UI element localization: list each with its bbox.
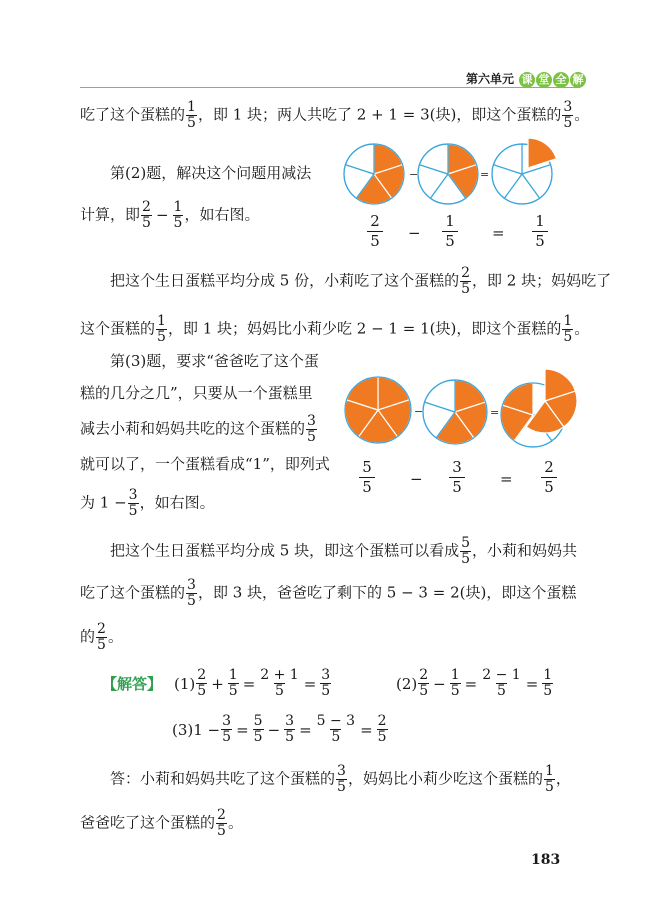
fraction: $\frac{5}{5}$ bbox=[461, 535, 471, 567]
fraction: $\frac{2}{5}$ bbox=[461, 265, 471, 297]
diagram-operator: = bbox=[490, 406, 500, 419]
q2-line2: 计算，即 $\frac{2}{5}$ − $\frac{1}{5}$ ，如右图。 bbox=[80, 199, 260, 231]
badge-char: 全 bbox=[553, 72, 569, 88]
fraction: $\frac{2}{5}$ bbox=[142, 199, 151, 231]
badge-char: 课 bbox=[519, 72, 535, 88]
paragraph-2-line1: 把这个生日蛋糕平均分成 5 份，小莉吃了这个蛋糕的 $\frac{2}{5}$ ，即 2 块；妈妈吃了 bbox=[110, 265, 612, 297]
q3-line4: 就可以了，一个蛋糕看成“1”，即列式 bbox=[80, 455, 330, 473]
answer-line2: (2) $\frac{2}{5}$ − $\frac{1}{5}$ = $\frac{2 - 1}{5}$ = $\frac{1}{5}$ bbox=[396, 667, 553, 699]
q2-frac-1: 2 5 bbox=[367, 212, 383, 251]
diagram-operator: − bbox=[409, 168, 419, 181]
q3-frac-3: 2 5 bbox=[541, 458, 557, 497]
q2-line1: 第(2)题，解决这个问题用减法 bbox=[110, 164, 312, 182]
answer-line1: 【解答】 (1) $\frac{2}{5}$ + $\frac{1}{5}$ = $\frac{2 + 1}{5}$ = $\frac{3}{5}$ bbox=[102, 667, 331, 699]
badge-char: 堂 bbox=[536, 72, 552, 88]
q3-frac-1: 5 5 bbox=[359, 458, 375, 497]
paragraph-3-line1: 把这个生日蛋糕平均分成 5 块，即这个蛋糕可以看成 $\frac{5}{5}$ ，小莉和妈妈共 bbox=[110, 535, 578, 567]
unit-label: 第六单元 bbox=[466, 71, 515, 86]
q3-op-minus: − bbox=[410, 470, 423, 488]
fraction: $\frac{3}{5}$ bbox=[307, 413, 316, 445]
q3-pie-diagram bbox=[340, 365, 585, 460]
fraction: $\frac{1}{5}$ bbox=[187, 99, 196, 131]
paragraph-3-line2: 吃了这个蛋糕的 $\frac{3}{5}$ ，即 3 块，爸爸吃了剩下的 5 − 3 = 2(块)，即这个蛋糕 bbox=[80, 577, 577, 609]
q3-frac-2: 3 5 bbox=[449, 458, 465, 497]
conclusion-line2: 爸爸吃了这个蛋糕的 $\frac{2}{5}$ 。 bbox=[80, 807, 243, 839]
conclusion-line1: 答：小莉和妈妈共吃了这个蛋糕的 $\frac{3}{5}$ ，妈妈比小莉少吃这个蛋糕的 $\frac{1}{5}$ ， bbox=[110, 763, 571, 795]
fraction: $\frac{1}{5}$ bbox=[563, 313, 573, 345]
q3-op-equals: = bbox=[500, 470, 513, 488]
fraction: $\frac{3}{5}$ bbox=[563, 99, 573, 131]
header-rule bbox=[80, 87, 580, 88]
q2-pie-diagram bbox=[340, 138, 580, 218]
pie-slice-filled bbox=[528, 138, 557, 168]
text: 吃了这个蛋糕的 bbox=[80, 105, 186, 124]
section-badge bbox=[518, 68, 586, 88]
q2-frac-3: 1 5 bbox=[532, 212, 548, 251]
text: 。 bbox=[574, 105, 590, 124]
paragraph-1 bbox=[80, 100, 589, 131]
q3-line1: 第(3)题，要求“爸爸吃了这个蛋 bbox=[110, 352, 319, 370]
diagram-operator: = bbox=[480, 168, 490, 181]
fraction: $\frac{1}{5}$ bbox=[173, 199, 183, 231]
page-number: 183 bbox=[531, 852, 561, 868]
fraction: $\frac{3}{5}$ bbox=[187, 577, 196, 609]
paragraph-3-line3: 的 $\frac{2}{5}$ 。 bbox=[80, 621, 123, 653]
fraction: $\frac{2}{5}$ bbox=[97, 621, 106, 653]
paragraph-2-line2: 这个蛋糕的 $\frac{1}{5}$ ，即 1 块；妈妈比小莉少吃 2 − 1 = 1(块)，即这个蛋糕的 $\frac{1}{5}$ 。 bbox=[80, 313, 590, 345]
diagram-operator: − bbox=[414, 405, 424, 418]
q2-op-equals: = bbox=[492, 224, 505, 242]
answer-line3: (3)1 − $\frac{3}{5}$ = $\frac{5}{5}$ − $\frac{3}{5}$ = $\frac{5 - 3}{5}$ = $\frac{2}{5}$ bbox=[172, 713, 387, 745]
badge-char: 解 bbox=[570, 72, 586, 88]
q3-line2: 糕的几分之几”，只要从一个蛋糕里 bbox=[80, 384, 313, 402]
answer-tag: 【解答】 bbox=[102, 674, 163, 693]
text: ，即 1 块；两人共吃了 2 + 1 = 3(块)，即这个蛋糕的 bbox=[197, 105, 562, 124]
q3-line5: 为 1 − $\frac{3}{5}$ ，如右图。 bbox=[80, 487, 215, 519]
q3-line3: 减去小莉和妈妈共吃的这个蛋糕的 $\frac{3}{5}$ bbox=[80, 413, 316, 445]
fraction: $\frac{1}{5}$ bbox=[157, 313, 166, 345]
q2-op-minus: − bbox=[408, 224, 421, 242]
fraction: $\frac{3}{5}$ bbox=[128, 487, 138, 519]
q2-frac-2: 1 5 bbox=[442, 212, 458, 251]
page-header bbox=[466, 68, 586, 88]
